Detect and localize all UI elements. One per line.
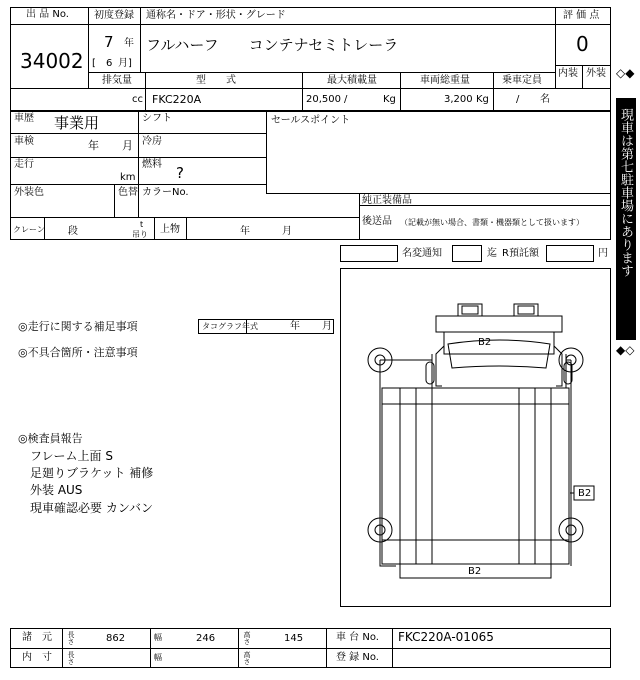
dims-length-label: 長さ — [67, 631, 75, 645]
crane-stage: 段 — [68, 226, 78, 237]
inspection-label: 車検 — [14, 136, 34, 147]
dims-height-value: 145 — [284, 633, 304, 644]
fuel-value: ? — [176, 164, 184, 182]
max-load-unit: Kg — [383, 94, 396, 105]
color-code-label: 色替 — [118, 187, 138, 198]
reg-month: 6 — [106, 58, 113, 69]
delivery-label: 後送品 — [362, 216, 392, 227]
dims-length-value: 862 — [106, 633, 126, 644]
defects-label: ◎不具合箇所・注意事項 — [18, 346, 138, 359]
displacement-label: 排気量 — [102, 75, 132, 86]
report-line-2: 足廻りブラケット 補修 — [30, 466, 154, 480]
damage-mark-side: B2 — [578, 488, 592, 499]
trailer-diagram — [340, 268, 611, 607]
yen-label: 円 — [598, 248, 608, 259]
damage-mark-front: B2 — [478, 337, 492, 348]
shift-label: シフト — [142, 113, 172, 124]
ac-label: 冷房 — [142, 136, 162, 147]
driving-label: ◎走行に関する補足事項 — [18, 320, 138, 333]
reg-year: 7 — [104, 33, 114, 51]
chassis-value: FKC220A-01065 — [398, 630, 494, 644]
capacity-label: 乗車定員 — [502, 75, 542, 86]
model-code: FKC220A — [152, 93, 202, 106]
report-line-3: 外装 AUS — [30, 483, 83, 497]
delivery-note: （記載が無い場合、書類・機器類として扱います） — [400, 218, 584, 227]
upper-label: 上物 — [160, 224, 180, 235]
dims-label: 諸 元 — [22, 632, 52, 643]
displacement-unit: cc — [132, 94, 143, 105]
deposit-label: R預託額 — [502, 248, 539, 259]
sales-point-label: セールスポイント — [271, 115, 351, 126]
usage-value: 事業用 — [54, 114, 100, 132]
name-change-date-box — [452, 245, 482, 262]
interior-label: 内装 — [558, 68, 578, 79]
gross-weight-unit: Kg — [476, 94, 489, 105]
dims-width-label: 幅 — [154, 633, 162, 642]
crane-label: クレーン — [13, 225, 45, 234]
parking-banner-text: 現車は第七駐車場にあります — [618, 108, 633, 277]
max-load-value: 20,500 — [306, 94, 341, 105]
registration-label: 登 録 No. — [336, 652, 379, 663]
genuine-equipment-label: 純正装備品 — [362, 195, 412, 206]
parking-banner — [616, 98, 636, 340]
banner-top-mark: ◇◆ — [616, 66, 635, 80]
max-load-label: 最大積載量 — [327, 75, 377, 86]
mileage-unit: km — [120, 172, 136, 183]
capacity-unit: 名 — [540, 94, 550, 105]
damage-mark-rear: B2 — [468, 566, 482, 577]
tachograph-year: 年 — [290, 321, 300, 332]
deposit-box — [546, 245, 594, 262]
gross-weight-value: 3,200 — [444, 94, 473, 105]
fuel-label: 燃料 — [142, 159, 162, 170]
upper-month: 月 — [282, 226, 292, 237]
inner-label: 内 寸 — [22, 652, 52, 663]
report-line-1: フレーム上面 S — [30, 449, 113, 463]
crane-ton: t — [140, 220, 144, 229]
vehicle-name: フルハーフ コンテナセミトレーラ — [146, 36, 399, 54]
name-change-label: 名変通知 — [402, 248, 442, 259]
dims-height-label: 高さ — [243, 631, 251, 645]
chassis-label: 車 台 No. — [336, 632, 379, 643]
color-no-label: カラーNo. — [142, 187, 189, 198]
dims-width-value: 246 — [196, 633, 216, 644]
tachograph-month: 月 — [322, 321, 332, 332]
mileage-label: 走行 — [14, 159, 34, 170]
exterior-color-label: 外装色 — [14, 187, 44, 198]
score-label: 評 価 点 — [563, 10, 600, 21]
crane-lift: 吊り — [132, 230, 148, 239]
gross-weight-label: 車両総重量 — [420, 75, 470, 86]
max-load-sep: / — [344, 94, 348, 105]
upper-year: 年 — [240, 226, 250, 237]
until-label: 迄 — [487, 248, 497, 259]
inner-width-label: 幅 — [154, 653, 162, 662]
inner-height-label: 高さ — [243, 651, 251, 665]
lot-number: 34002 — [20, 49, 84, 73]
inspection-month: 月 — [122, 139, 133, 152]
inspector-label: ◎検査員報告 — [18, 432, 83, 445]
inner-length-label: 長さ — [67, 651, 75, 665]
reg-year-unit: 年 — [124, 38, 134, 49]
model-name-label: 通称名・ドア・形状・グレード — [146, 10, 286, 21]
type-label: 型 式 — [196, 75, 236, 86]
name-change-box — [340, 245, 398, 262]
inspection-year: 年 — [88, 139, 99, 152]
tachograph-label: タコグラフ年式 — [202, 322, 258, 331]
capacity-sep: / — [516, 94, 520, 105]
reg-month-close: 月] — [118, 58, 132, 69]
exterior-label: 外装 — [586, 68, 606, 79]
banner-bottom-mark: ◆◇ — [616, 343, 635, 357]
reg-month-open: [ — [92, 58, 96, 69]
score-value: 0 — [576, 32, 589, 56]
lot-label: 出 品 No. — [26, 9, 69, 20]
report-line-4: 現車確認必要 カンバン — [30, 501, 153, 515]
first-reg-label: 初度登録 — [94, 10, 134, 21]
usage-label: 車歴 — [14, 113, 34, 124]
